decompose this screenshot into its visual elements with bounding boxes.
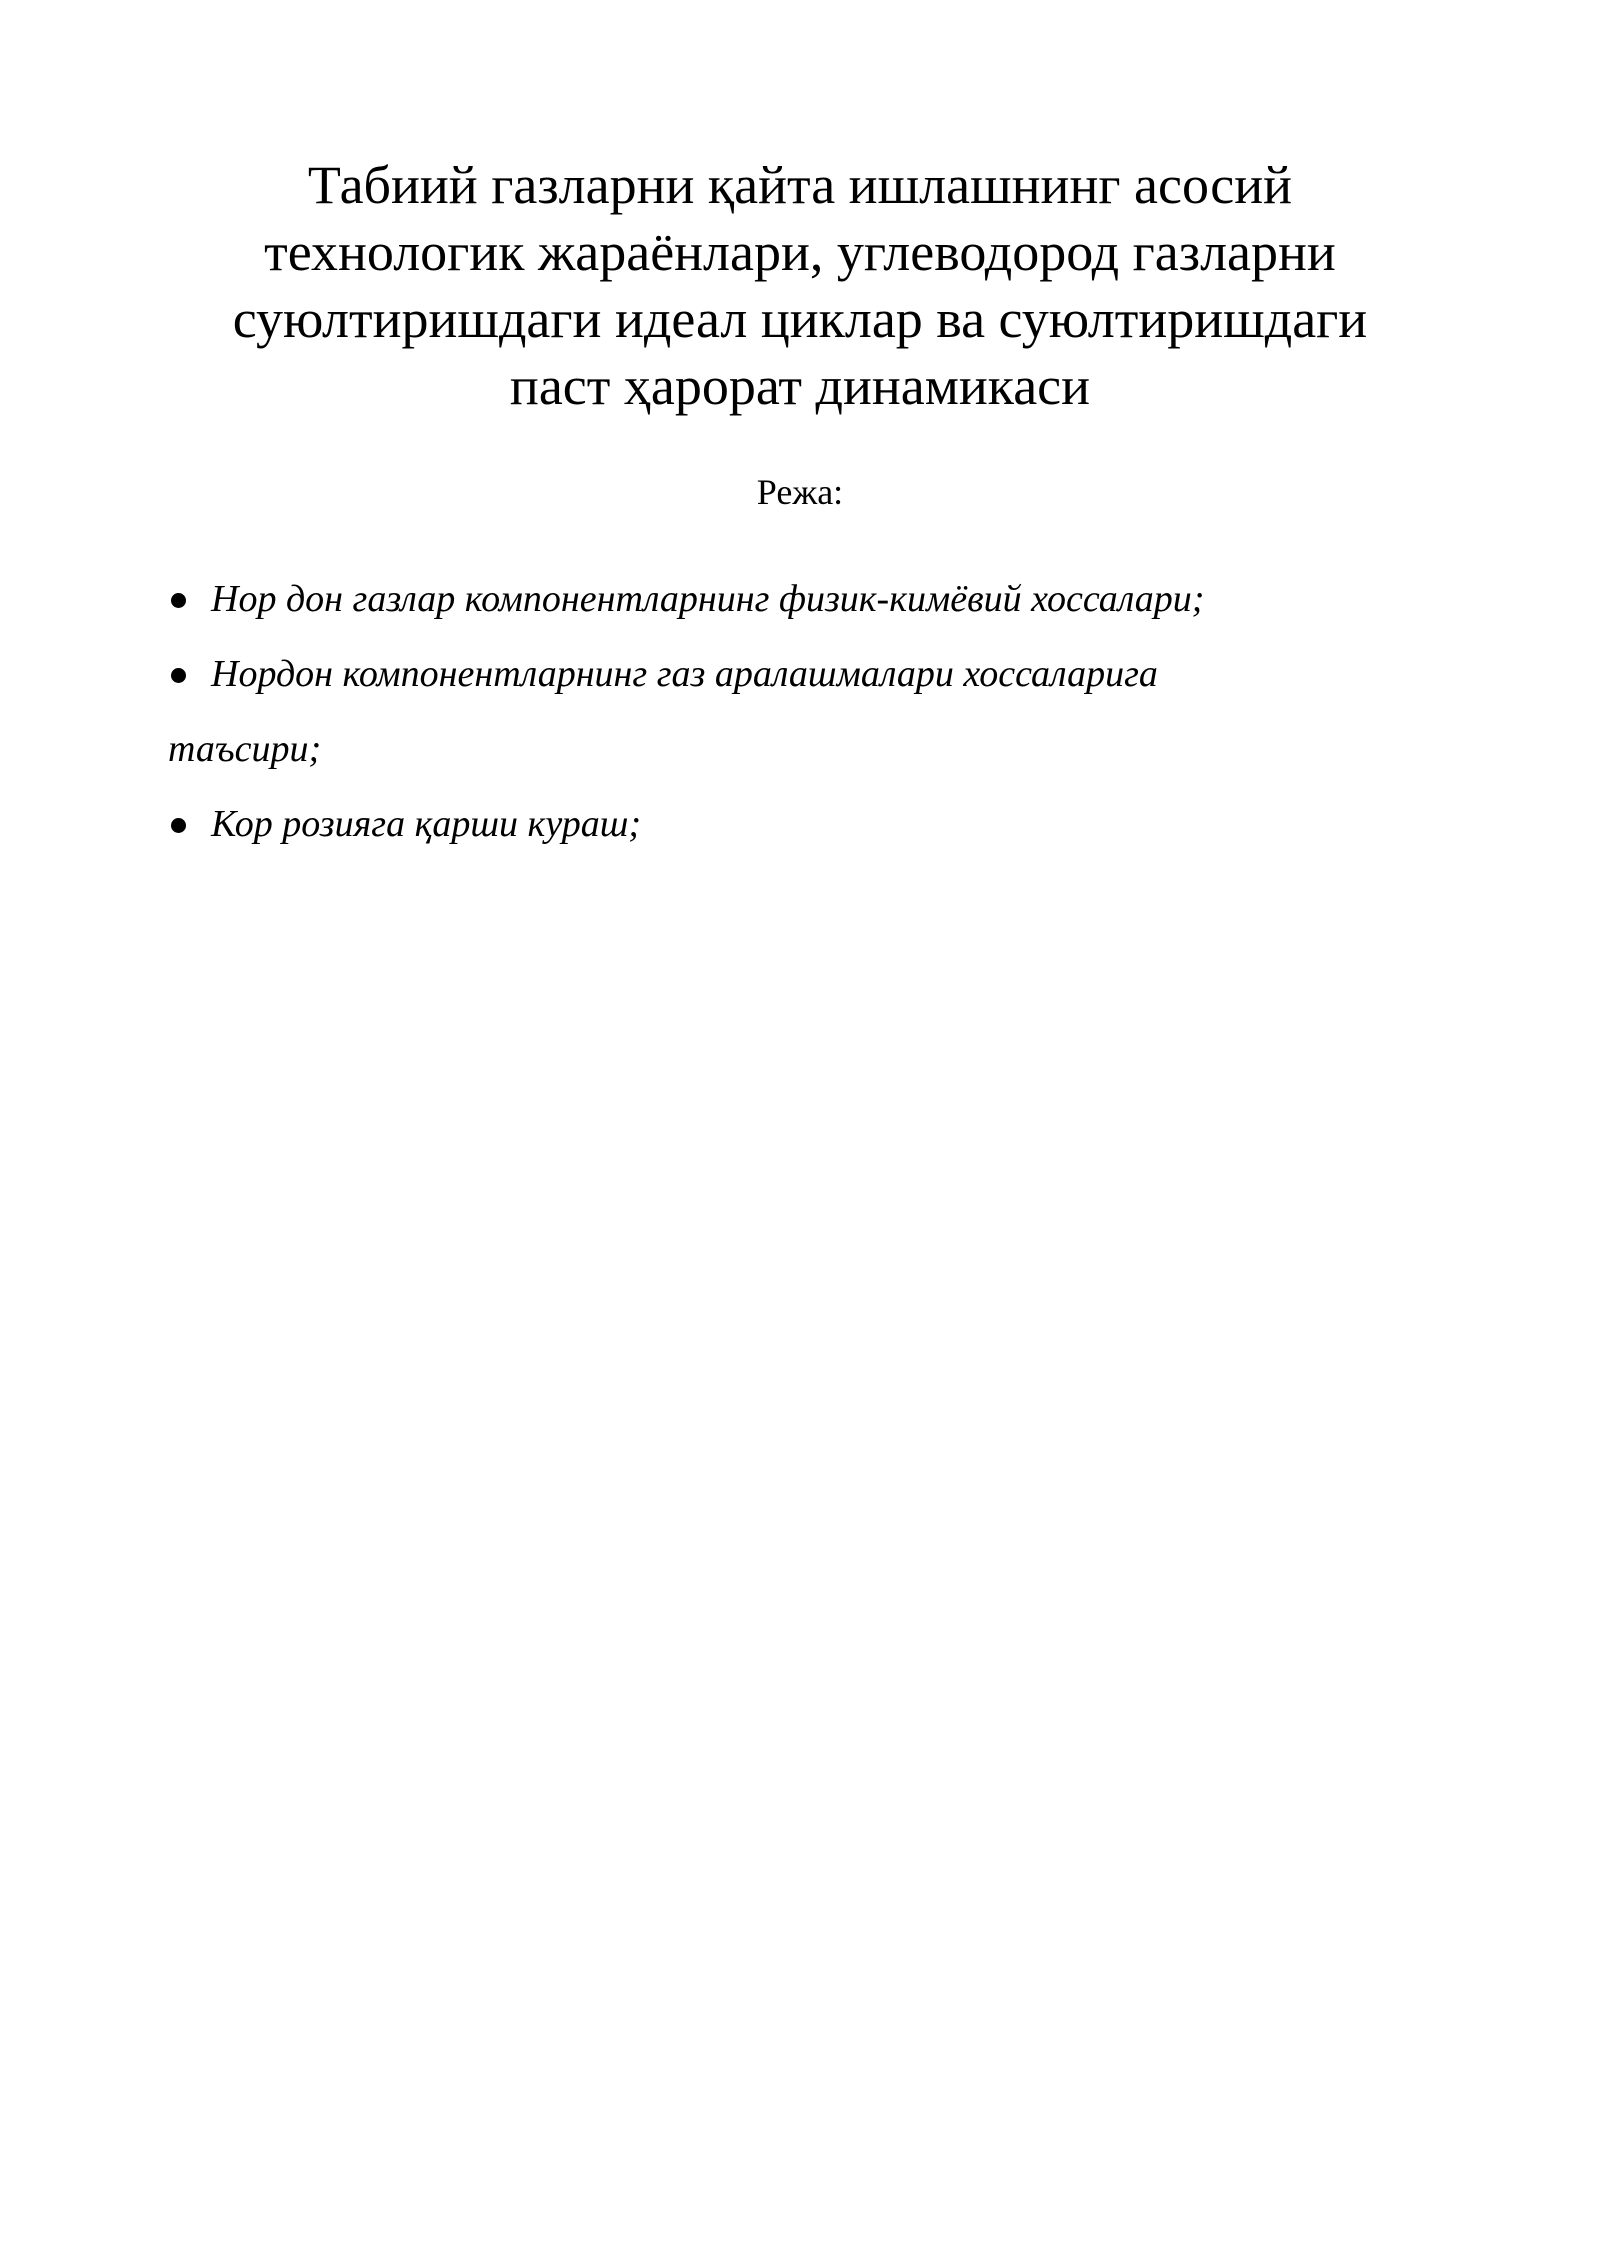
bullet-icon: [171, 818, 186, 833]
bullet-icon: [171, 668, 186, 683]
list-item: [168, 562, 1448, 637]
plan-heading: Режа:: [756, 472, 844, 512]
title-line: суюлтиришдаги идеал циклар ва суюлтиришдаги: [232, 289, 1368, 349]
title-line: Табиий газларни қайта ишлашнинг асосий: [307, 155, 1293, 215]
list-item-continuation: таъсири;: [168, 728, 322, 770]
list-item: [168, 637, 1448, 787]
list-item-text: Нордон компонентларнинг газ аралашмалари хоссаларига: [211, 653, 1158, 695]
document-title: [150, 152, 1450, 420]
title-line: технологик жараёнлари, углеводород газларни: [264, 222, 1336, 282]
plan-list: [168, 562, 1448, 862]
list-item-text: Кор розияга қарши кураш;: [211, 803, 642, 845]
title-line: паст ҳарорат динамикаси: [509, 356, 1091, 416]
bullet-icon: [171, 593, 186, 608]
list-item: [168, 787, 1448, 862]
list-item-text: Нор дон газлар компонентларнинг физик-кимёвий хоссалари;: [211, 578, 1205, 620]
